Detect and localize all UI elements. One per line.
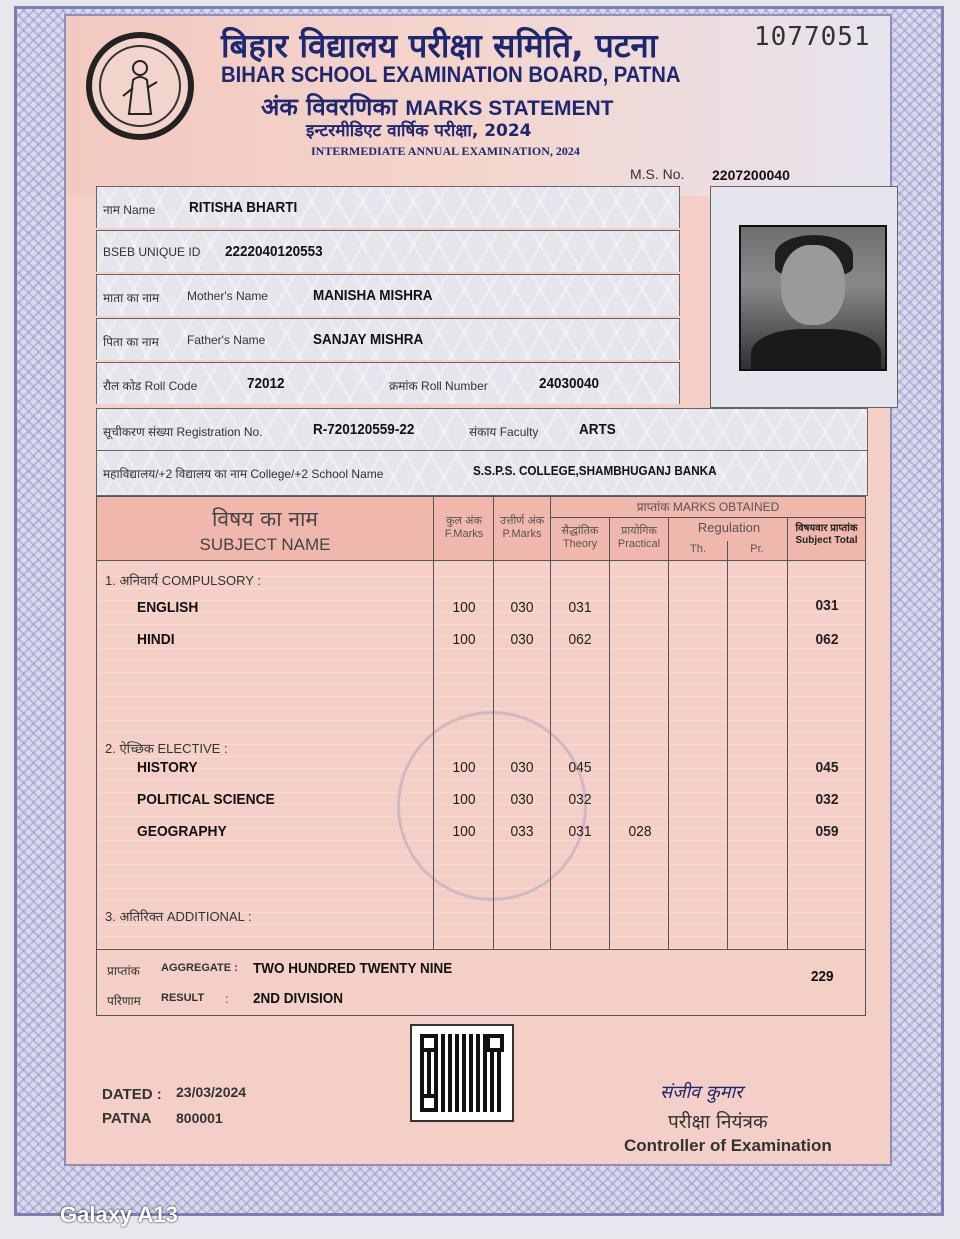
full-marks: 100 [452,599,476,616]
subject-total: 045 [815,759,839,776]
pin-value: 800001 [176,1110,223,1126]
father-value: SANJAY MISHRA [313,331,424,348]
theory-marks: 045 [568,759,592,776]
pmarks-header-english: P.Marks [502,527,542,540]
registration-label: सूचीकरण संख्या Registration No. [103,425,263,439]
marks-table [96,496,866,1016]
student-photo [739,225,887,371]
full-marks: 100 [452,823,476,840]
roll-number-value: 24030040 [539,375,600,392]
fmarks-header-hindi: कुल अंक [446,515,482,527]
faculty-label: संकाय Faculty [469,425,539,439]
pass-marks: 030 [510,759,534,776]
pass-marks: 030 [510,631,534,648]
mother-label-english: Mother's Name [187,289,268,303]
student-info [96,186,866,496]
theory-marks: 062 [568,631,592,648]
pass-marks: 030 [510,599,534,616]
subject-header-english: SUBJECT NAME [199,535,331,554]
marks-table-header [97,497,865,561]
regulation-practical-header: Pr. [750,543,764,555]
practical-header-hindi: प्रायोगिक [621,525,657,537]
marksheet-body [64,14,892,1166]
father-label-english: Father's Name [187,333,266,347]
subject-total: 062 [815,631,839,648]
pass-marks: 030 [510,791,534,808]
exam-title-english: INTERMEDIATE ANNUAL EXAMINATION, 2024 [311,144,580,158]
compulsory-section-label: 1. अनिवार्य COMPULSORY : [105,573,261,588]
subject-total: 031 [815,597,839,614]
marks-table-body [97,561,865,949]
fmarks-header-english: F.Marks [444,527,484,540]
practical-marks: 028 [628,823,652,840]
regulation-header: Regulation [697,520,761,535]
father-row [96,318,680,360]
college-value: S.S.P.S. COLLEGE,SHAMBHUGANJ BANKA [473,463,717,478]
photo-frame [710,186,898,408]
name-label: नाम Name [103,203,156,217]
uid-row [96,230,680,272]
subject-total: 032 [815,791,839,808]
father-label-hindi: पिता का नाम [103,335,159,349]
subject-name: POLITICAL SCIENCE [137,791,275,808]
roll-code-value: 72012 [247,375,285,392]
pmarks-header-hindi: उत्तीर्ण अंक [499,515,545,527]
statement-title-hindi: अंक विवरणिका [261,93,398,121]
regulation-theory-header: Th. [690,543,706,555]
practical-header [610,525,668,550]
controller-title-hindi: परीक्षा नियंत्रक [668,1111,768,1133]
college-label: महाविद्यालय/+2 विद्यालय का नाम College/+2 School Name [103,467,384,481]
theory-header-english: Theory [562,537,598,550]
subject-total: 059 [815,823,839,840]
serial-number: 1077051 [754,22,871,52]
additional-section-label: 3. अतिरिक्त ADDITIONAL : [105,909,252,924]
full-marks: 100 [452,791,476,808]
aggregate-total: 229 [811,968,834,985]
theory-header [551,525,609,550]
aggregate-section [97,949,865,1015]
result-label-hindi: परिणाम [107,994,141,1008]
aggregate-label-hindi: प्राप्तांक [107,964,140,978]
ms-no-label: M.S. No. [630,166,685,182]
faculty-value: ARTS [579,421,616,438]
marks-obtained-header: प्राप्तांक MARKS OBTAINED [636,500,780,514]
subject-name: HISTORY [137,759,198,776]
name-row [96,186,680,228]
registration-value: R-720120559-22 [313,421,415,438]
subject-header-hindi: विषय का नाम [211,507,318,531]
board-title-hindi: बिहार विद्यालय परीक्षा समिति, पटना [221,26,658,65]
qr-code [410,1024,514,1122]
board-title-english: BIHAR SCHOOL EXAMINATION BOARD, PATNA [221,62,681,87]
name-value: RITISHA BHARTI [189,199,298,216]
board-emblem-icon [86,32,194,140]
result-value: 2ND DIVISION [253,990,344,1007]
theory-marks: 031 [568,599,592,616]
result-label-english: RESULT [161,992,205,1004]
subject-total-header-hindi: विषयवार प्राप्तांक [795,523,858,534]
subject-total-header-english: Subject Total [795,534,858,546]
registration-row [96,408,868,450]
aggregate-words: TWO HUNDRED TWENTY NINE [253,960,453,977]
aggregate-label-english: AGGREGATE : [161,962,238,974]
uid-label: BSEB UNIQUE ID [103,245,201,259]
subject-name: ENGLISH [137,599,199,616]
result-colon: : [225,992,229,1006]
theory-marks: 031 [568,823,592,840]
pass-marks: 033 [510,823,534,840]
elective-section-label: 2. ऐच्छिक ELECTIVE : [105,741,228,756]
dated-label: DATED : [102,1086,162,1103]
mother-row [96,274,680,316]
exam-title-hindi: इन्टरमीडिएट वार्षिक परीक्षा, 2024 [306,121,532,141]
fmarks-header [435,515,493,540]
roll-row [96,362,680,404]
subject-name: HINDI [137,631,175,648]
subject-total-header [788,523,865,546]
pmarks-header [494,515,550,540]
practical-header-english: Practical [617,537,661,550]
camera-watermark: Galaxy A13 [60,1202,178,1227]
mother-label-hindi: माता का नाम [103,291,160,305]
subject-name: GEOGRAPHY [137,823,227,840]
controller-title-english: Controller of Examination [624,1136,832,1155]
controller-signature: संजीव कुमार [660,1082,743,1103]
uid-value: 2222040120553 [225,243,323,260]
college-row [96,450,868,496]
mother-value: MANISHA MISHRA [313,287,433,304]
ms-no-value: 2207200040 [712,167,790,183]
full-marks: 100 [452,759,476,776]
date-value: 23/03/2024 [176,1084,247,1100]
full-marks: 100 [452,631,476,648]
roll-number-label: क्रमांक Roll Number [389,379,488,393]
place-label: PATNA [102,1110,152,1127]
statement-title-english: MARKS STATEMENT [405,97,614,120]
theory-marks: 032 [568,791,592,808]
theory-header-hindi: सैद्धांतिक [561,525,599,537]
roll-code-label: रौल कोड Roll Code [103,379,198,393]
